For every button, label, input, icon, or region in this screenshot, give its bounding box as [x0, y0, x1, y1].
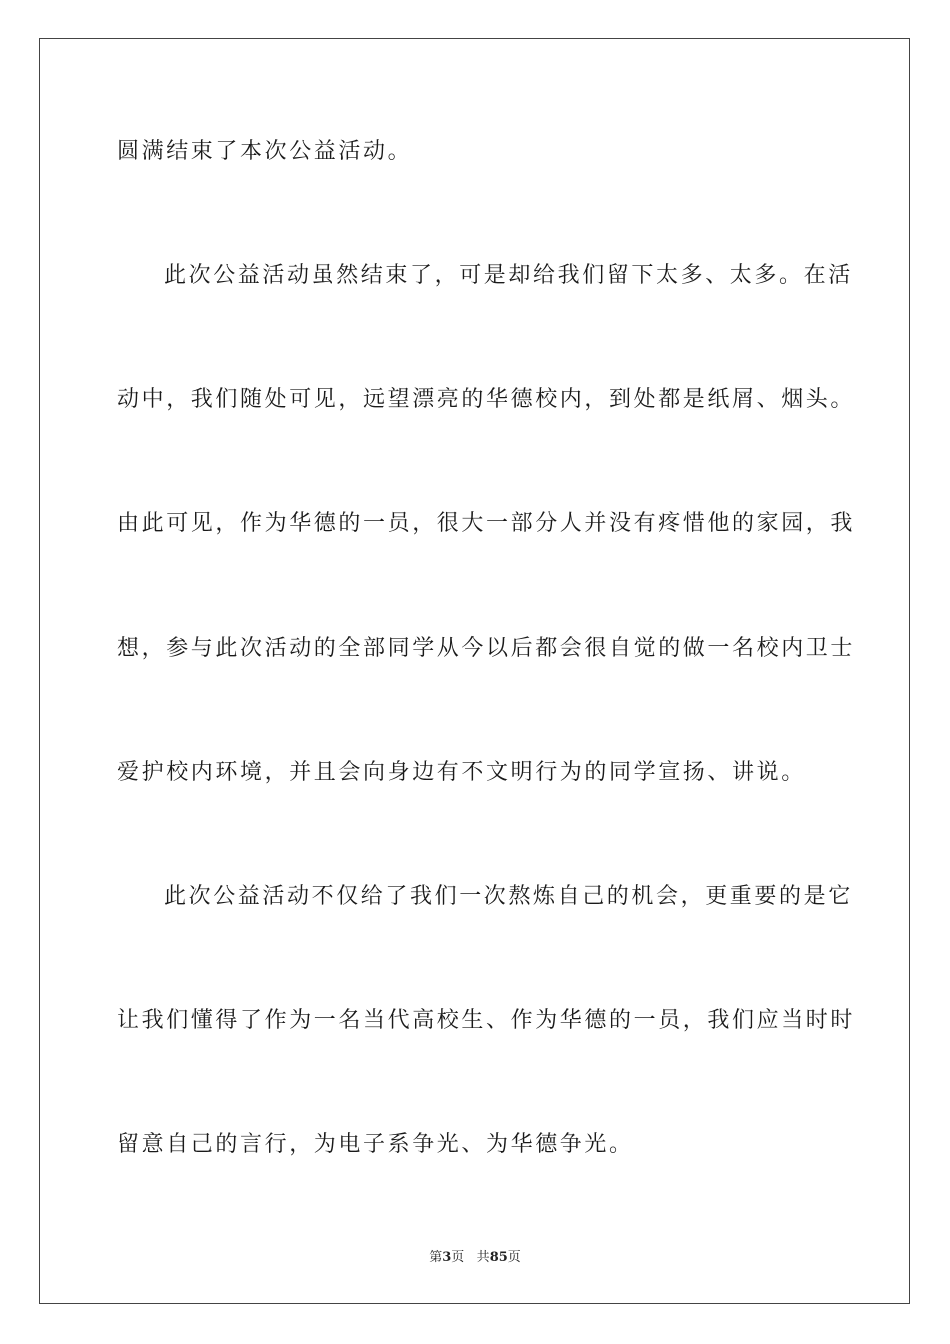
total-prefix: 共	[476, 1250, 490, 1265]
paragraph-first-line: 此次公益活动虽然结束了，可是却给我们留下太多、太多。在活	[164, 263, 853, 288]
text-line: 动中，我们随处可见，远望漂亮的华德校内，到处都是纸屑、烟头。	[117, 387, 856, 412]
total-pages: 85	[489, 1250, 508, 1265]
page-footer	[0, 1249, 950, 1267]
page-number: 3	[442, 1250, 452, 1265]
text-line: 爱护校内环境，并且会向身边有不文明行为的同学宣扬、讲说。	[117, 760, 806, 785]
text-line: 圆满结束了本次公益活动。	[117, 139, 413, 164]
text-line: 由此可见，作为华德的一员，很大一部分人并没有疼惜他的家园，我	[117, 511, 856, 536]
text-line: 留意自己的言行，为电子系争光、为华德争光。	[117, 1132, 634, 1157]
page-prefix: 第	[429, 1250, 443, 1265]
paragraph-first-line: 此次公益活动不仅给了我们一次熬炼自己的机会，更重要的是它	[164, 884, 853, 909]
text-line: 想，参与此次活动的全部同学从今以后都会很自觉的做一名校内卫士	[117, 636, 856, 661]
total-suffix: 页	[507, 1250, 521, 1265]
page-suffix: 页	[451, 1250, 465, 1265]
page-frame	[39, 38, 910, 1304]
text-line: 让我们懂得了作为一名当代高校生、作为华德的一员，我们应当时时	[117, 1008, 856, 1033]
